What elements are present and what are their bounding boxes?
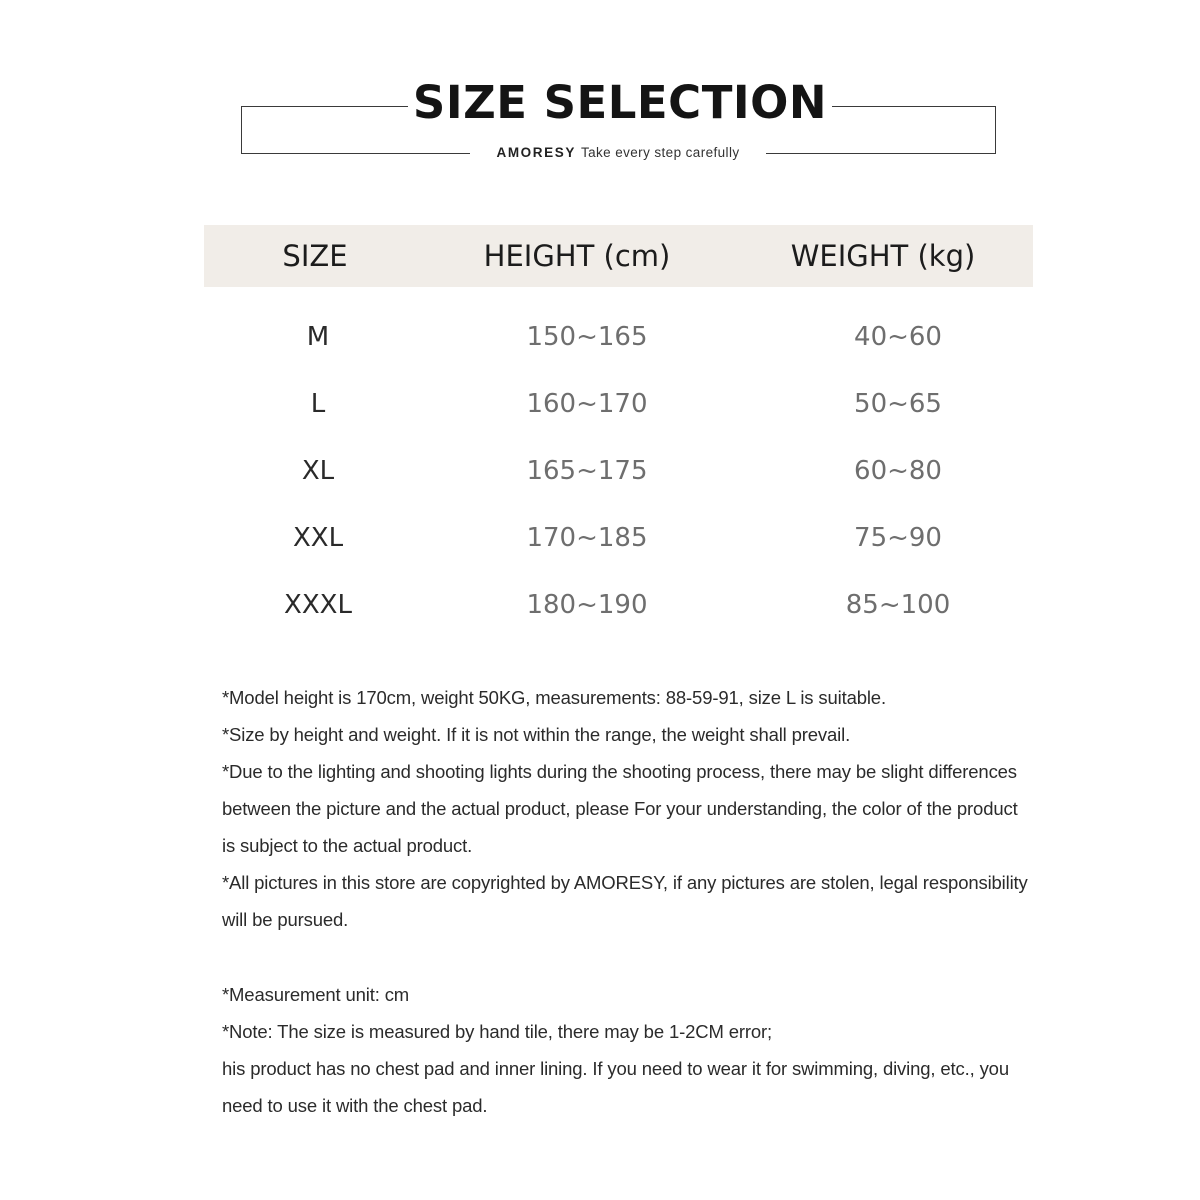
table-row: [0, 374, 1200, 434]
note-line: will be pursued.: [222, 909, 349, 930]
note-line: *Note: The size is measured by hand tile, there may be 1-2CM error;: [222, 1021, 772, 1042]
size-cell: XL: [301, 456, 335, 486]
note-line: *Measurement unit: cm: [222, 984, 410, 1005]
note-line: *Due to the lighting and shooting lights during the shooting process, there may be slight differences: [222, 761, 1017, 782]
weight-cell: 60~80: [854, 456, 942, 486]
table-row: [0, 575, 1200, 635]
note-line: *Size by height and weight. If it is not within the range, the weight shall prevail.: [222, 724, 851, 745]
column-header-height: HEIGHT (cm): [483, 239, 671, 273]
subtitle: [470, 140, 766, 166]
size-cell: L: [310, 389, 326, 419]
table-row: [0, 508, 1200, 568]
table-row: [0, 307, 1200, 367]
weight-cell: 50~65: [854, 389, 942, 419]
height-cell: 150~165: [526, 322, 648, 352]
page-title: SIZE SELECTION: [408, 68, 832, 138]
height-cell: 170~185: [526, 523, 648, 553]
height-cell: 160~170: [526, 389, 648, 419]
column-header-weight: WEIGHT (kg): [790, 239, 976, 273]
note-line: need to use it with the chest pad.: [222, 1095, 488, 1116]
note-line: *Model height is 170cm, weight 50KG, measurements: 88-59-91, size L is suitable.: [222, 687, 886, 708]
weight-cell: 85~100: [845, 590, 951, 620]
height-cell: 165~175: [526, 456, 648, 486]
note-line: is subject to the actual product.: [222, 835, 473, 856]
note-line: between the picture and the actual product, please For your understanding, the color of the product: [222, 798, 1018, 819]
note-line: *All pictures in this store are copyrighted by AMORESY, if any pictures are stolen, legal responsibility: [222, 872, 1028, 893]
brand-name: AMORESY: [496, 145, 576, 160]
size-cell: XXL: [292, 523, 344, 553]
height-cell: 180~190: [526, 590, 648, 620]
table-row: [0, 441, 1200, 501]
weight-cell: 75~90: [854, 523, 942, 553]
size-cell: XXXL: [284, 590, 352, 620]
size-cell: M: [306, 322, 330, 352]
column-header-size: SIZE: [282, 239, 348, 273]
note-line: his product has no chest pad and inner lining. If you need to wear it for swimming, diving, etc., you: [222, 1058, 1009, 1079]
weight-cell: 40~60: [854, 322, 942, 352]
tagline: Take every step carefully: [580, 145, 740, 160]
size-table-header: [204, 225, 1033, 287]
